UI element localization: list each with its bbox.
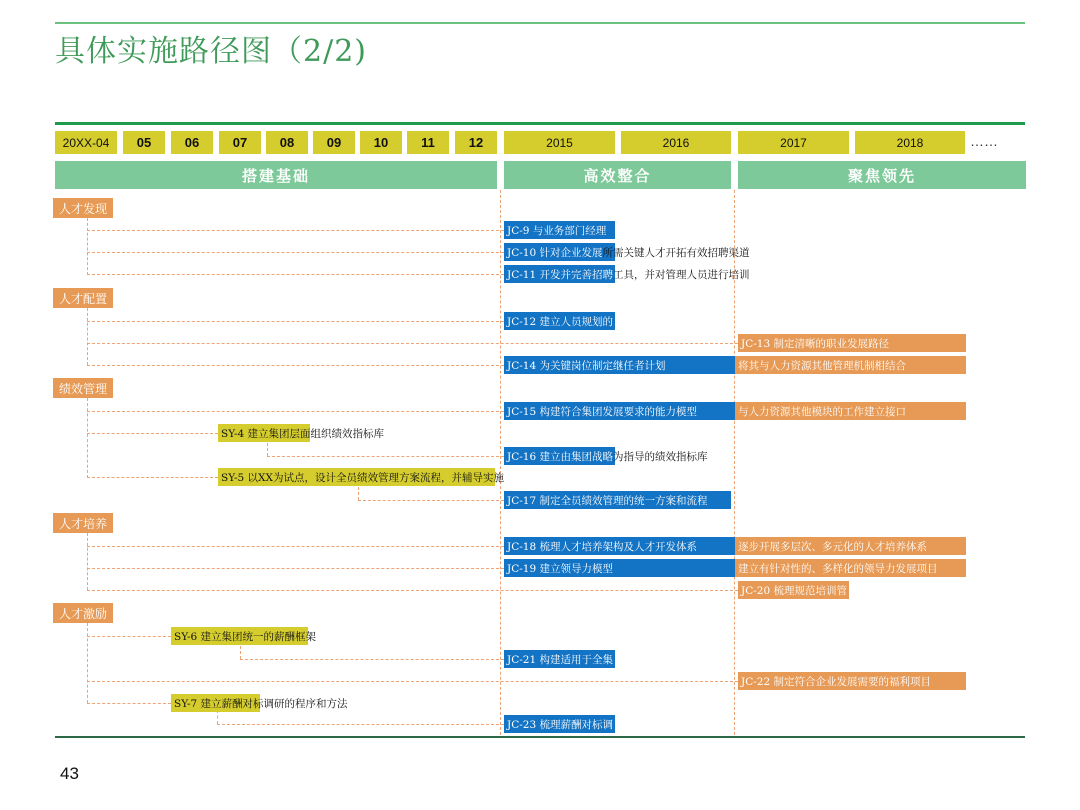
timeline-cell: 12	[455, 131, 497, 154]
task-bar	[504, 650, 615, 668]
task-bar	[171, 627, 317, 645]
task-label: JC-22 制定符合企业发展需要的福利项目	[741, 675, 931, 688]
timeline-cell: 10	[360, 131, 402, 154]
timeline-ellipsis: ……	[970, 133, 998, 149]
connector-line	[87, 218, 88, 275]
task-bar	[504, 491, 731, 509]
timeline-cell: 08	[266, 131, 308, 154]
task-label: JC-10 针对企业发展	[507, 246, 603, 259]
task-bar	[504, 559, 735, 577]
category-label: 人才激励	[53, 603, 113, 623]
phase-header: 高效整合	[504, 161, 731, 189]
task-bar	[735, 402, 966, 420]
task-label: JC-12 建立人员规划的	[507, 315, 613, 328]
task-label: 逐步开展多层次、多元化的人才培养体系	[738, 540, 927, 553]
task-label: JC-11 开发并完善招聘	[507, 268, 613, 281]
task-label: JC-9 与业务部门经理	[507, 224, 607, 237]
task-bar	[738, 581, 849, 599]
task-bar	[504, 537, 735, 555]
task-bar	[504, 312, 615, 330]
connector-line	[240, 659, 504, 660]
task-bar	[738, 672, 966, 690]
category-label: 绩效管理	[53, 378, 113, 398]
connector-line	[87, 308, 88, 365]
task-bar	[504, 715, 615, 733]
task-label-overflow: 导实施	[472, 471, 504, 484]
connector-line	[87, 343, 738, 344]
task-label-overflow: 为指导的绩效指标库	[613, 450, 708, 463]
task-label: JC-18 梳理人才培养架构及人才开发体系	[507, 540, 697, 553]
task-label: JC-15 构建符合集团发展要求的能力模型	[507, 405, 697, 418]
phase-header: 聚焦领先	[738, 161, 1026, 189]
connector-line	[87, 703, 171, 704]
timeline-cell: 2018	[855, 131, 965, 154]
task-label-overflow: 框架	[295, 630, 317, 643]
task-bar	[735, 537, 966, 555]
connector-line	[87, 477, 218, 478]
task-label: JC-20 梳理规范培训管	[741, 584, 847, 597]
task-bar	[738, 334, 966, 352]
timeline-cell: 11	[407, 131, 449, 154]
connector-line	[87, 433, 218, 434]
task-label-overflow: 所需关键人才开拓有效招聘渠道	[602, 246, 750, 259]
category-label: 人才配置	[53, 288, 113, 308]
connector-line	[87, 590, 738, 591]
task-label: 与人力资源其他模块的工作建立接口	[738, 405, 906, 418]
task-bar	[504, 265, 750, 283]
task-label: JC-13 制定清晰的职业发展路径	[741, 337, 889, 350]
timeline-cell: 2015	[504, 131, 615, 154]
connector-line	[358, 487, 359, 500]
task-bar	[735, 356, 966, 374]
task-label: 建立有针对性的、多样化的领导力发展项目	[738, 562, 938, 575]
connector-line	[87, 681, 738, 682]
task-label-overflow: 工具，并对管理人员进行培训	[613, 268, 750, 281]
timeline-rule	[55, 122, 1025, 125]
task-label: JC-19 建立领导力模型	[507, 562, 613, 575]
connector-line	[87, 636, 171, 637]
task-bar	[504, 243, 750, 261]
task-bar	[735, 559, 966, 577]
connector-line	[217, 724, 504, 725]
connector-line	[358, 500, 504, 501]
task-label: JC-21 构建适用于全集	[507, 653, 613, 666]
connector-line	[267, 443, 268, 456]
task-label: 将其与人力资源其他管理机制相结合	[738, 359, 906, 372]
connector-line	[87, 623, 88, 703]
top-rule	[55, 22, 1025, 24]
category-label: 人才发现	[53, 198, 113, 218]
phase-header: 搭建基础	[55, 161, 497, 189]
task-label-overflow: 标调研的程序和方法	[253, 697, 348, 710]
task-bar	[218, 424, 385, 442]
connector-line	[267, 456, 504, 457]
task-label: JC-23 梳理薪酬对标调	[507, 718, 613, 731]
page-title: 具体实施路径图（2/2)	[55, 34, 367, 69]
task-label: SY-7 建立薪酬对	[174, 697, 254, 710]
task-label: SY-4 建立集团层面	[221, 427, 311, 440]
timeline-cell: 2016	[621, 131, 731, 154]
connector-line	[87, 274, 504, 275]
task-label: JC-14 为关键岗位制定继任者计划	[507, 359, 666, 372]
task-label: SY-6 建立集团统一的薪酬	[174, 630, 296, 643]
connector-line	[87, 230, 504, 231]
category-label: 人才培养	[53, 513, 113, 533]
page-number: 43	[60, 764, 79, 783]
task-label-overflow: 组织绩效指标库	[310, 427, 385, 440]
task-label: JC-17 制定全员绩效管理的统一方案和流程	[507, 494, 708, 507]
task-bar	[504, 356, 735, 374]
task-label: SY-5 以XX为试点，设计全员绩效管理方案流程，并辅	[221, 471, 473, 484]
timeline-cell: 2017	[738, 131, 849, 154]
bottom-rule	[55, 736, 1025, 738]
phase-divider	[500, 190, 501, 735]
connector-line	[87, 568, 504, 569]
task-label: JC-16 建立由集团战略	[507, 450, 613, 463]
connector-line	[87, 411, 504, 412]
timeline-cell: 05	[123, 131, 165, 154]
timeline-cell: 20XX-04	[55, 131, 117, 154]
connector-line	[217, 710, 218, 724]
connector-line	[87, 252, 504, 253]
timeline-cell: 06	[171, 131, 213, 154]
task-bar	[504, 402, 735, 420]
timeline-cell: 07	[219, 131, 261, 154]
connector-line	[87, 533, 88, 590]
connector-line	[87, 321, 504, 322]
task-bar	[171, 694, 348, 712]
connector-line	[87, 546, 504, 547]
connector-line	[87, 365, 504, 366]
task-bar	[504, 221, 615, 239]
connector-line	[87, 398, 88, 478]
connector-line	[240, 646, 241, 659]
timeline-cell: 09	[313, 131, 355, 154]
task-bar	[218, 468, 504, 486]
task-bar	[504, 447, 708, 465]
